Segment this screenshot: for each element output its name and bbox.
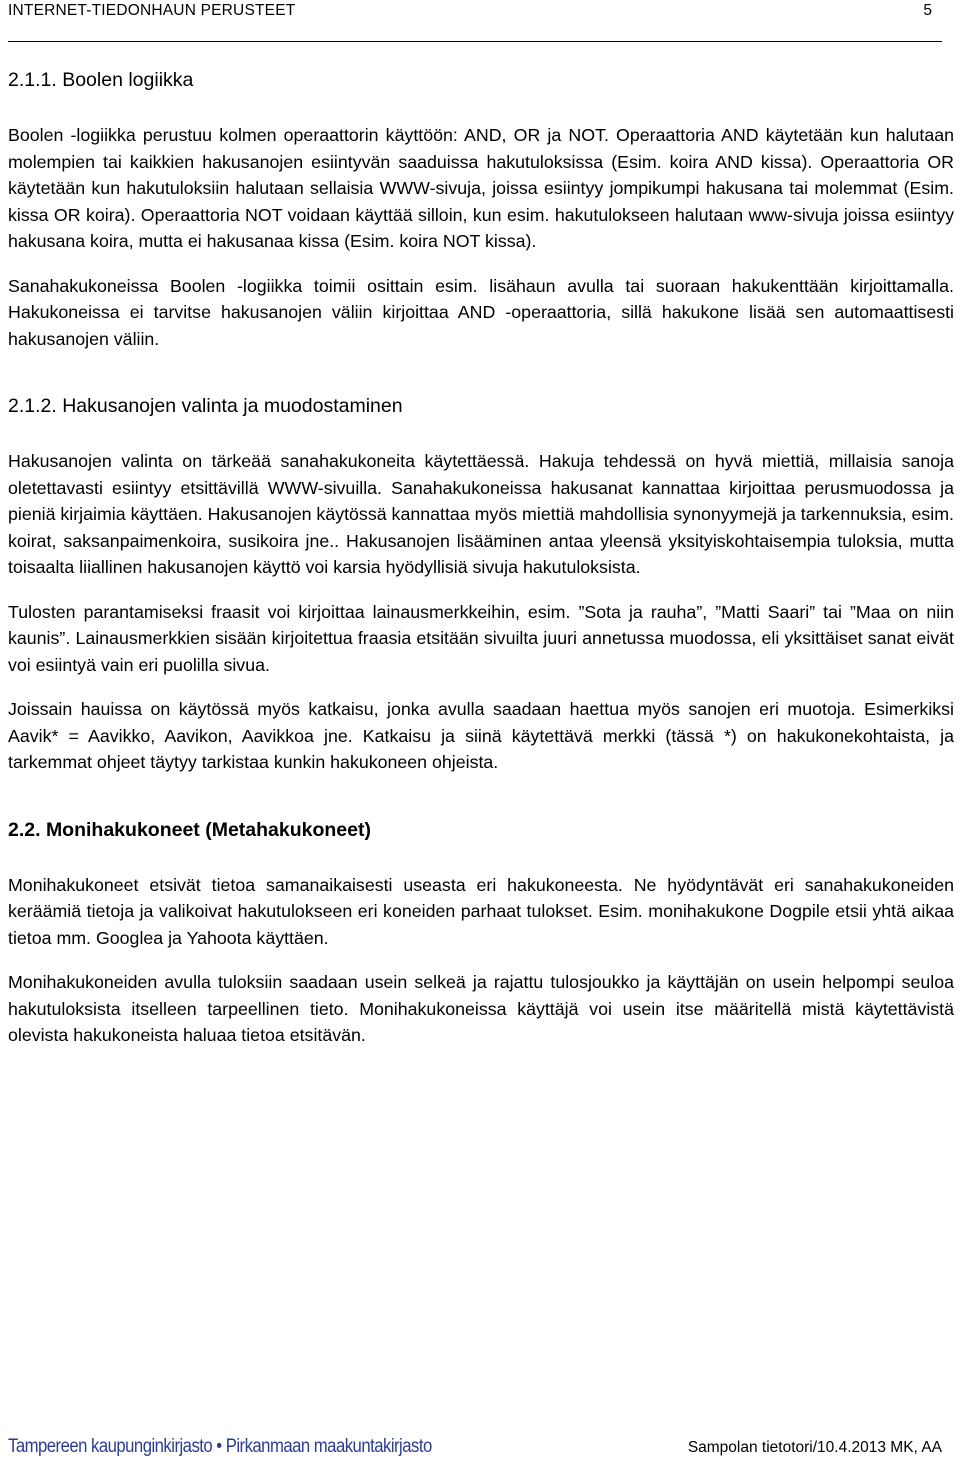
footer-credit: Sampolan tietotori/10.4.2013 MK, AA: [687, 1439, 942, 1456]
paragraph: Monihakukoneiden avulla tuloksiin saadaan usein selkeä ja rajattu tulosjoukko ja käyttäjän on usein helpompi seuloa hakutuloksista itselleen tarpeellinen tieto. Monihakukoneissa käyttäjä voi usein itse määritellä mistä käytettävistä olevista hakukoneista haluaa tietoa etsitävän.: [8, 972, 954, 1045]
paragraph: Hakusanojen valinta on tärkeää sanahakukoneita käytettäessä. Hakuja tehdessä on hyvä miettiä, millaisia sanoja oletettavasti esiintyy etsittävillä WWW-sivuilla. Sanahakukoneissa hakusanat kannattaa kirjoittaa perusmuodossa ja pieniä kirjaimia käyttäen. Hakusanojen käytössä kannattaa myös miettiä mahdollisia synonyymejä ja tarkennuksia, esim. koirat, saksanpaimenkoira, susikoira jne.. Hakusanojen lisääminen antaa yleensä yksityiskohtaisempia tuloksia, mutta toisaalta liiallinen hakusanojen käyttö voi karsia hyödyllisiä sivuja hakutuloksista.: [8, 451, 954, 577]
paragraph: Tulosten parantamiseksi fraasit voi kirjoittaa lainausmerkkeihin, esim. ”Sota ja rauha”, ”Matti Saari” tai ”Maa on niin kaunis”. Lainausmerkkien sisään kirjoitettua fraasia etsitään sivuilta juuri annetussa muodossa, eli yksittäiset sanat eivät voi esiintyä vain eri puolilla sivua.: [8, 601, 954, 675]
section-heading-boolean-logic: 2.1.1. Boolen logiikka: [8, 69, 194, 91]
paragraph: Joissain hauissa on käytössä myös katkaisu, jonka avulla saadaan haettua myös sanojen eri muotoja. Esimerkiksi Aavik* = Aavikko, Aavikon, Aavikkoa jne. Katkaisu ja siinä käytettävä merkki (tässä *) on hakukonekohtaista, ja tarkemmat ohjeet täytyy tarkistaa kunkin hakukoneen ohjeista.: [8, 699, 954, 772]
paragraph: Monihakukoneet etsivät tietoa samanaikaisesti useasta eri hakukoneesta. Ne hyödyntävät eri sanahakukoneiden keräämiä tietoja ja valikoivat hakutulokseen eri koneiden parhaat tulokset. Esim. monihakukone Dogpile etsii yhtä aikaa tietoa mm. Googlea ja Yahoota käyttäen.: [8, 874, 954, 948]
document-title: INTERNET-TIEDONHAUN PERUSTEET: [8, 2, 296, 19]
section-heading-metasearch: 2.2. Monihakukoneet (Metahakukoneet): [8, 818, 371, 841]
page-number: 5: [923, 2, 932, 19]
paragraph: Sanahakukoneissa Boolen -logiikka toimii osittain esim. lisähaun avulla tai suoraan hakukenttään kirjoittamalla. Hakukoneissa ei tarvitse hakusanojen väliin kirjoittaa AND -operaattoria, sillä hakukone lisää sen automaattisesti hakusanojen väliin.: [8, 275, 954, 349]
document-body: [8, 64, 954, 1049]
page-header: [8, 0, 942, 42]
library-logo-text: Tampereen kaupunginkirjasto • Pirkanmaan maakuntakirjasto: [8, 1436, 432, 1457]
paragraph: Boolen -logiikka perustuu kolmen operaattorin käyttöön: AND, OR ja NOT. Operaattoria AND käytetään kun halutaan molempien tai kaikkien hakusanojen esiintyvän saaduissa hakutuloksissa (Esim. koira AND kissa). Operaattoria OR käytetään kun hakutuloksiin halutaan sellaisia WWW-sivuja, joissa esiintyy jompikumpi hakusana tai molemmat (Esim. kissa OR koira). Operaattoria NOT voidaan käyttää silloin, kun esim. hakutulokseen halutaan www-sivuja joissa esiintyy hakusana koira, mutta ei hakusanaa kissa (Esim. koira NOT kissa).: [8, 125, 954, 251]
section-heading-search-terms: 2.1.2. Hakusanojen valinta ja muodostaminen: [8, 395, 403, 417]
